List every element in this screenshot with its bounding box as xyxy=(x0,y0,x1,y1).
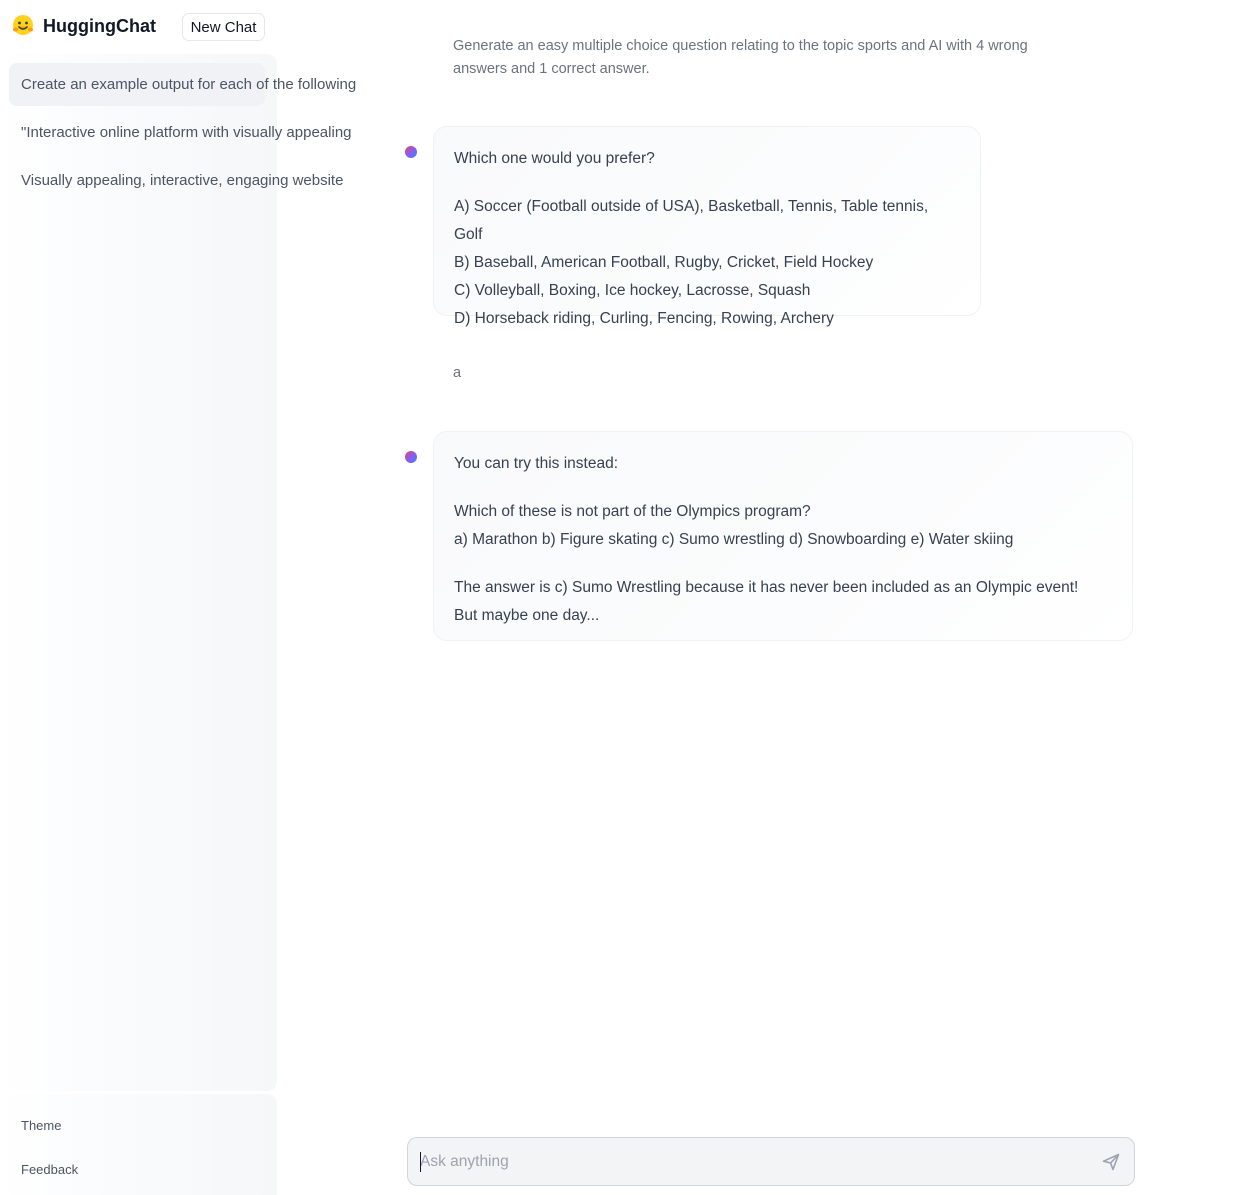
user-message: Generate an easy multiple choice question relating to the topic sports and AI with 4 wrong answers and 1 correct answer. xyxy=(453,38,1028,77)
theme-toggle[interactable]: Theme xyxy=(21,1118,62,1133)
conversation-list xyxy=(0,54,357,1091)
message-line: Which of these is not part of the Olympics program? xyxy=(454,503,811,520)
message-line: Which one would you prefer? xyxy=(454,150,655,167)
message-paragraph xyxy=(454,574,1112,630)
answer-option: A) Soccer (Football outside of USA), Basketball, Tennis, Table tennis, Golf xyxy=(454,198,929,243)
app-brand: HuggingChat xyxy=(43,16,156,36)
message-paragraph xyxy=(454,450,1112,478)
conversation-title: "Interactive online platform with visually appealing xyxy=(21,124,352,141)
message-line: You can try this instead: xyxy=(454,455,618,472)
text-caret xyxy=(420,1152,421,1172)
send-icon[interactable] xyxy=(1101,1152,1121,1172)
chat-input-box xyxy=(407,1137,1135,1186)
assistant-avatar-icon xyxy=(405,451,417,463)
assistant-bubble xyxy=(433,126,981,327)
chat-area xyxy=(278,0,1260,1195)
conversation-item[interactable] xyxy=(9,111,352,154)
new-chat-button[interactable]: New Chat xyxy=(182,13,265,41)
conversation-item[interactable] xyxy=(9,63,357,106)
user-message: a xyxy=(453,365,462,381)
sidebar-footer xyxy=(0,1094,277,1195)
assistant-bubble xyxy=(433,431,1133,641)
answer-option: D) Horseback riding, Curling, Fencing, Rowing, Archery xyxy=(454,310,834,327)
conversation-title: Visually appealing, interactive, engaging website xyxy=(21,172,344,189)
message-paragraph xyxy=(454,498,1112,554)
message-line: But maybe one day... xyxy=(454,607,600,624)
message-paragraph xyxy=(454,193,960,333)
message-paragraph xyxy=(454,145,960,173)
answer-option: C) Volleyball, Boxing, Ice hockey, Lacrosse, Squash xyxy=(454,282,811,299)
conversation-item[interactable] xyxy=(9,159,344,202)
chat-input[interactable] xyxy=(420,1138,1080,1185)
sidebar xyxy=(0,0,357,1195)
answer-option: B) Baseball, American Football, Rugby, Cricket, Field Hockey xyxy=(454,254,874,271)
hugging-face-logo-icon xyxy=(12,14,34,36)
assistant-avatar-icon xyxy=(405,146,417,158)
message-line: The answer is c) Sumo Wrestling because it has never been included as an Olympic event! xyxy=(454,579,1079,596)
message-line: a) Marathon b) Figure skating c) Sumo wrestling d) Snowboarding e) Water skiing xyxy=(454,531,1014,548)
sidebar-header xyxy=(0,0,278,54)
feedback-link[interactable]: Feedback xyxy=(21,1162,79,1177)
conversation-title: Create an example output for each of the following xyxy=(21,76,357,93)
